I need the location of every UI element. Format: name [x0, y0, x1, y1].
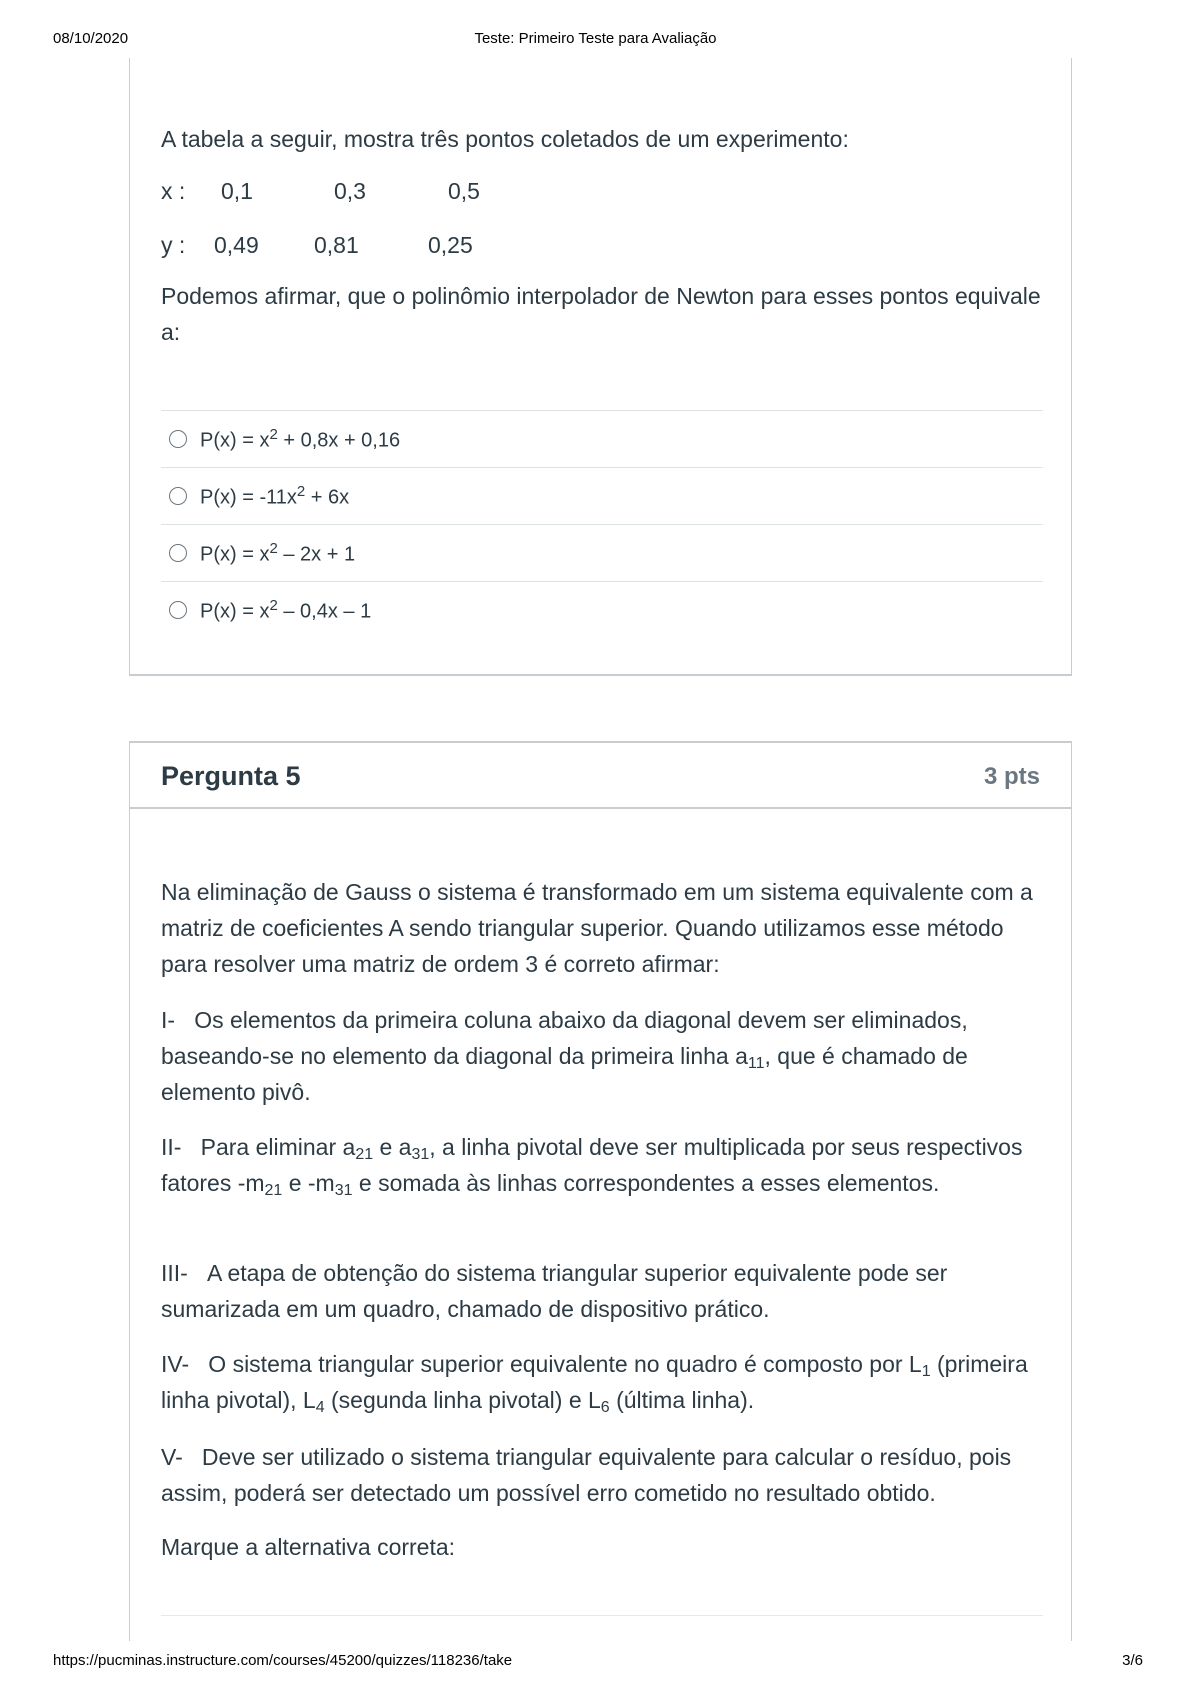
- answer-option[interactable]: [161, 467, 1043, 524]
- radio-button[interactable]: [169, 601, 187, 619]
- radio-button[interactable]: [169, 544, 187, 562]
- y-value: 0,49: [214, 232, 259, 258]
- question-5-prompt: Marque a alternativa correta:: [161, 1534, 456, 1560]
- x-row-label: x :: [161, 178, 186, 204]
- statement-2: II- Para eliminar $a_{21}$ e $a_{31}$, a linha pivotal deve ser multiplicada por seus respectivos fatores $-m_{21}$ e $-m_{31}$ e somada às linhas correspondentes a esses elementos.: [161, 1134, 1023, 1199]
- x-value: 0,1: [221, 178, 253, 204]
- print-title: Teste: Primeiro Teste para Avaliação: [474, 30, 717, 47]
- answer-option[interactable]: [161, 524, 1043, 581]
- print-url: https://pucminas.instructure.com/courses/45200/quizzes/118236/take: [53, 1652, 513, 1669]
- question-header: [130, 743, 1071, 809]
- statement-1: I- Os elementos da primeira coluna abaixo da diagonal devem ser eliminados, baseando-se no elemento da diagonal da primeira linha $a_{11}$, que é chamado de elemento pivô.: [161, 1007, 968, 1105]
- x-value: 0,5: [448, 178, 480, 204]
- statement-marker: IV-: [161, 1351, 190, 1377]
- statement-5: V- Deve ser utilizado o sistema triangular equivalente para calcular o resíduo, pois assim, poderá ser detectado um possível erro cometido no resultado obtido.: [161, 1444, 1012, 1506]
- answer-label[interactable]: $P(x) = x^2 - 2x + 1$: [200, 540, 356, 566]
- x-value: 0,3: [334, 178, 366, 204]
- y-value: 0,81: [314, 232, 359, 258]
- y-row-label: y :: [161, 232, 186, 258]
- statement-marker: V-: [161, 1444, 183, 1470]
- answer-option[interactable]: [161, 410, 1043, 467]
- y-value: 0,25: [428, 232, 473, 258]
- answer-label[interactable]: $P(x) = -11x^2 + 6x$: [200, 483, 350, 509]
- statement-3: III- A etapa de obtenção do sistema triangular superior equivalente pode ser sumarizada em um quadro, chamado de dispositivo prático.: [161, 1260, 948, 1322]
- question-title: Pergunta 5: [161, 761, 301, 791]
- statement-marker: II-: [161, 1134, 182, 1160]
- answer-label[interactable]: $P(x) = x^2 - 0,4x - 1$: [200, 597, 372, 623]
- answer-label[interactable]: $P(x) = x^2 + 0,8x + 0,16$: [200, 426, 401, 452]
- statement-marker: I-: [161, 1007, 176, 1033]
- answers-divider: [161, 1615, 1043, 1616]
- question-4-intro: A tabela a seguir, mostra três pontos coletados de um experimento:: [161, 126, 849, 152]
- question-4-card: [129, 58, 1072, 676]
- statement-4: IV- O sistema triangular superior equivalente no quadro é composto por $L_1$ (primeira linha pivotal), $L_4$ (segunda linha pivotal) e $L_6$ (última linha).: [161, 1351, 1028, 1416]
- print-page-number: 3/6: [1122, 1652, 1143, 1669]
- answer-option[interactable]: [161, 581, 1043, 638]
- question-points: 3 pts: [983, 763, 1040, 790]
- radio-button[interactable]: [169, 487, 187, 505]
- question-5-intro: Na eliminação de Gauss o sistema é transformado em um sistema equivalente com a matriz de coeficientes A sendo triangular superior. Quando utilizamos esse método para resolver uma matriz de ordem 3 é correto afirmar:: [161, 879, 1033, 977]
- print-footer: [0, 1652, 1191, 1672]
- statement-marker: III-: [161, 1260, 188, 1286]
- radio-button[interactable]: [169, 430, 187, 448]
- question-5-card: [129, 741, 1072, 1641]
- print-date: 08/10/2020: [53, 30, 129, 47]
- question-4-prompt: Podemos afirmar, que o polinômio interpolador de Newton para esses pontos equivale a:: [161, 283, 1041, 345]
- answer-list: [161, 410, 1043, 638]
- print-header: [0, 30, 1191, 50]
